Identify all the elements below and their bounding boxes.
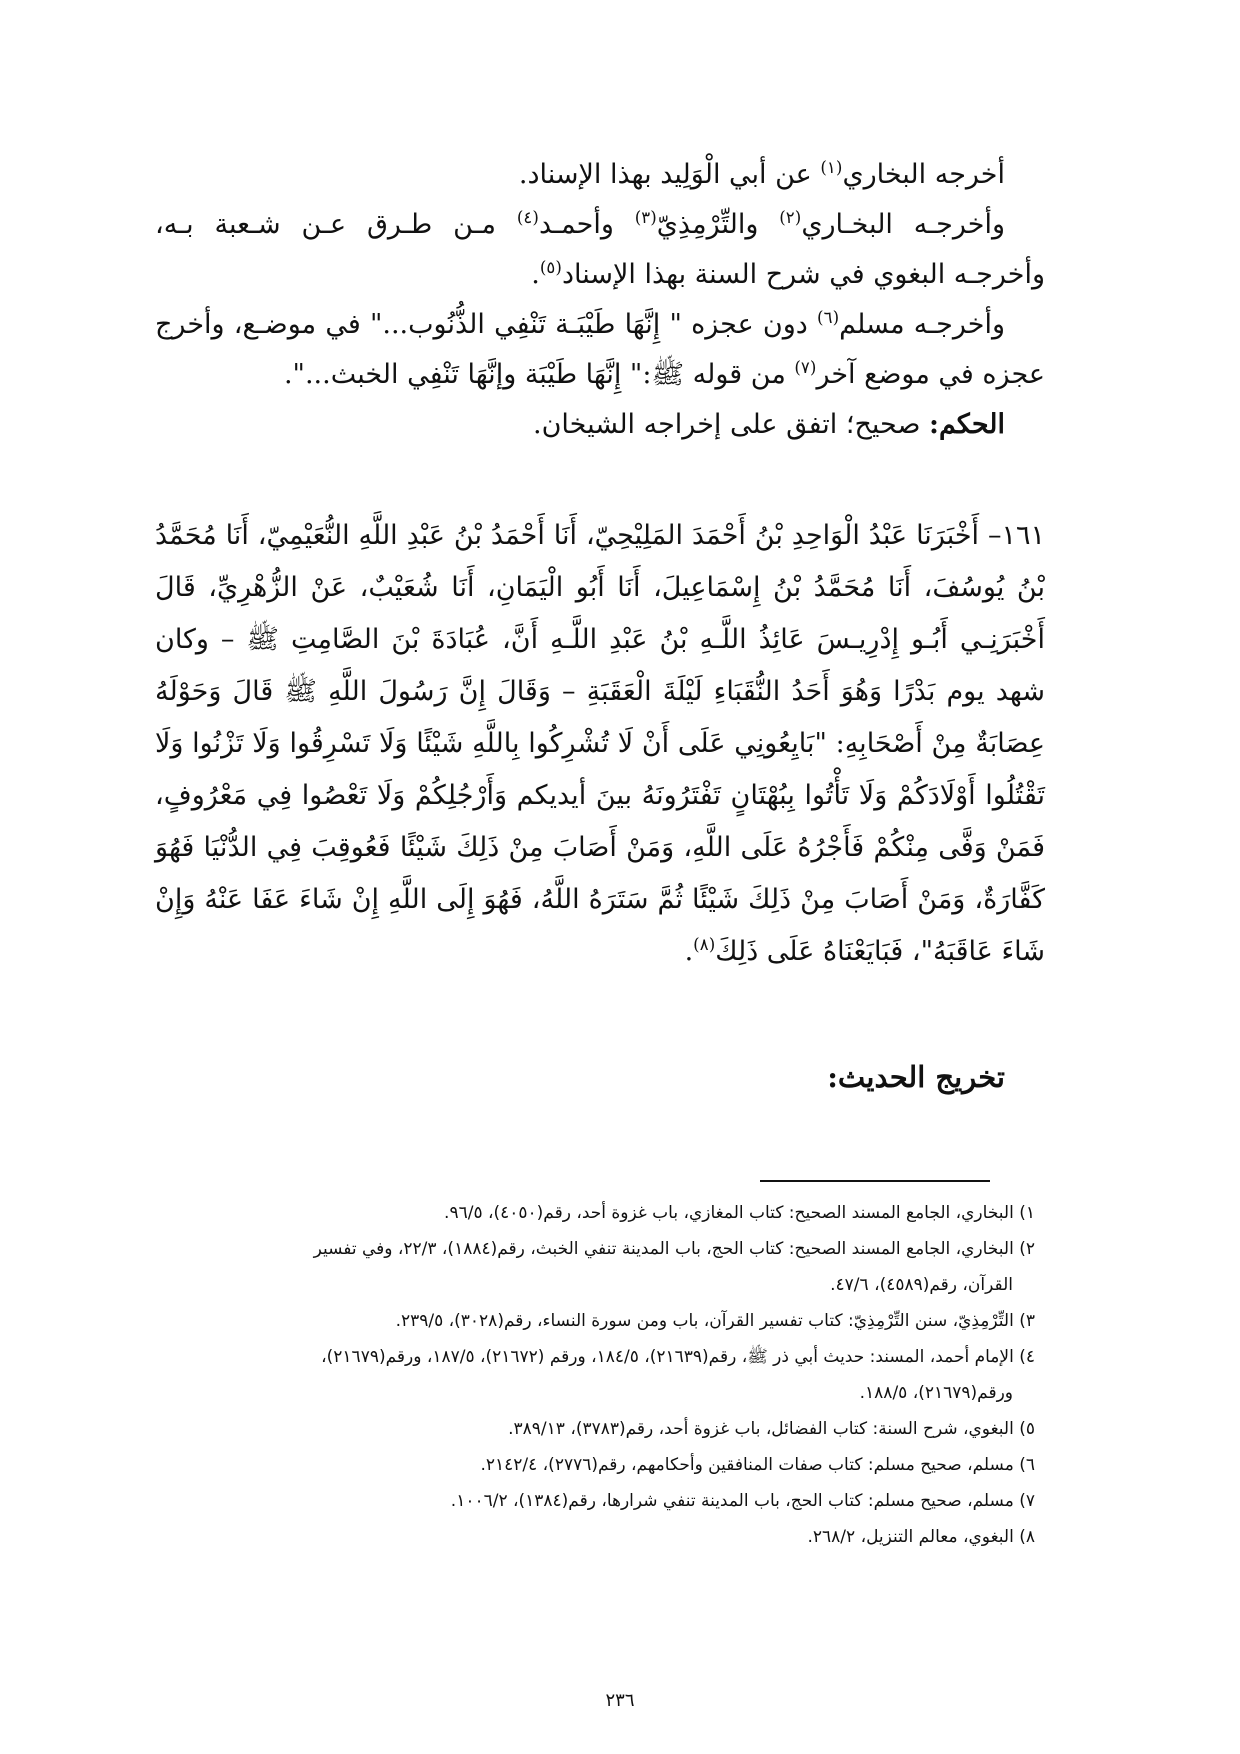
footnote-ref-2[interactable]: (٢): [779, 207, 802, 227]
footnote-3: ٣) التِّرْمِذِيّ، سنن التِّرْمِذِيّ: كتاب تفسير القرآن، باب ومن سورة النساء، رقم(٣٠٢٨)، ٢٣٩/٥.: [395, 1311, 1035, 1331]
footnote-ref-3[interactable]: (٣): [634, 207, 657, 227]
hadith-text: ١٦١– أَخْبَرَنَا عَبْدُ الْوَاحِدِ بْنُ أَحْمَدَ المَلِيْحِيّ، أَنَا أَحْمَدُ بْنُ عَبْدِ اللَّهِ النُّعَيْمِيّ، أَنَا مُحَمَّدُ بْنُ يُوسُفَ، أَنَا مُحَمَّدُ بْنُ إِسْمَاعِيلَ، أَنَا أَبُو الْيَمَانِ، أَنَا شُعَيْبٌ، عَنْ الزُّهْرِيِّ، قَالَ أَخْبَرَنِـي أَبُـو إِدْرِيـسَ عَائِذُ اللَّـهِ بْنُ عَبْدِ اللَّـهِ أَنَّ، عُبَادَةَ بْنَ الصَّامِتِ ﷺ – وكان شهد يوم بَدْرًا وَهُوَ أَحَدُ النُّقَبَاءِ لَيْلَةَ الْعَقَبَةِ – وَقَالَ إِنَّ رَسُولَ اللَّهِ ﷺ قَالَ وَحَوْلَهُ عِصَابَةٌ مِنْ أَصْحَابِهِ: "بَايِعُونِي عَلَى أَنْ لَا تُشْرِكُوا بِاللَّهِ شَيْئًا وَلَا تَسْرِقُوا وَلَا تَزْنُوا وَلَا تَقْتُلُوا أَوْلَادَكُمْ وَلَا تَأْتُوا بِبُهْتَانٍ تَفْتَرُونَهُ بينَ أيديكم وَأَرْجُلِكُمْ وَلَا تَعْصُوا فِي مَعْرُوفٍ، فَمَنْ وَفَّى مِنْكُمْ فَأَجْرُهُ عَلَى اللَّهِ، وَمَنْ أَصَابَ مِنْ ذَلِكَ شَيْئًا فَعُوقِبَ فِي الدُّنْيَا فَهُوَ كَفَّارَةٌ، وَمَنْ أَصَابَ مِنْ ذَلِكَ شَيْئًا ثُمَّ سَتَرَهُ اللَّهُ، فَهُوَ إِلَى اللَّهِ إِنْ شَاءَ عَفَا عَنْهُ وَإِنْ شَاءَ عَاقَبَهُ"، فَبَايَعْنَاهُ عَلَى ذَلِكَ: [155, 520, 1045, 967]
footnote-separator: [760, 1180, 990, 1182]
footnote-ref-1[interactable]: (١): [820, 157, 843, 177]
footnote-ref-7[interactable]: (٧): [794, 357, 817, 377]
footnote-7: ٧) مسلم، صحيح مسلم: كتاب الحج، باب المدينة تنفي شرارها، رقم(١٣٨٤)، ١٠٠٦/٢.: [450, 1491, 1035, 1511]
footnote-1: ١) البخاري، الجامع المسند الصحيح: كتاب المغازي، باب غزوة أحد، رقم(٤٠٥٠)، ٩٦/٥.: [444, 1203, 1035, 1223]
hadith-161: [155, 510, 1045, 978]
hadith-text-paragraph: ١٦١– أَخْبَرَنَا عَبْدُ الْوَاحِدِ بْنُ أَحْمَدَ المَلِيْحِيّ، أَنَا أَحْمَدُ بْنُ عَبْدِ اللَّهِ النُّعَيْمِيّ، أَنَا مُحَمَّدُ بْنُ يُوسُفَ، أَنَا مُحَمَّدُ بْنُ إِسْمَاعِيلَ، أَنَا أَبُو الْيَمَانِ، أَنَا شُعَيْبٌ، عَنْ الزُّهْرِيِّ، قَالَ أَخْبَرَنِـي أَبُـو إِدْرِيـسَ عَائِذُ اللَّـهِ بْنُ عَبْدِ اللَّـهِ أَنَّ، عُبَادَةَ بْنَ الصَّامِتِ ﷺ – وكان شهد يوم بَدْرًا وَهُوَ أَحَدُ النُّقَبَاءِ لَيْلَةَ الْعَقَبَةِ – وَقَالَ إِنَّ رَسُولَ اللَّهِ ﷺ قَالَ وَحَوْلَهُ عِصَابَةٌ مِنْ أَصْحَابِهِ: "بَايِعُونِي عَلَى أَنْ لَا تُشْرِكُوا بِاللَّهِ شَيْئًا وَلَا تَسْرِقُوا وَلَا تَزْنُوا وَلَا تَقْتُلُوا أَوْلَادَكُمْ وَلَا تَأْتُوا بِبُهْتَانٍ تَفْتَرُونَهُ بينَ أيديكم وَأَرْجُلِكُمْ وَلَا تَعْصُوا فِي مَعْرُوفٍ، فَمَنْ وَفَّى مِنْكُمْ فَأَجْرُهُ عَلَى اللَّهِ، وَمَنْ أَصَابَ مِنْ ذَلِكَ شَيْئًا فَعُوقِبَ فِي الدُّنْيَا فَهُوَ كَفَّارَةٌ، وَمَنْ أَصَابَ مِنْ ذَلِكَ شَيْئًا ثُمَّ سَتَرَهُ اللَّهُ، فَهُوَ إِلَى اللَّهِ إِنْ شَاءَ عَفَا عَنْهُ وَإِنْ شَاءَ عَاقَبَهُ"، فَبَايَعْنَاهُ عَلَى ذَلِكَ$^{(٨)}$.: [155, 520, 1045, 967]
takhrij-previous-section: [155, 150, 1045, 450]
footnote-4: ٤) الإمام أحمد، المسند: حديث أبي ذر ﷺ، رقم(٢١٦٣٩)، ١٨٤/٥، ورقم (٢١٦٧٢)، ١٨٧/٥، ورقم(٢١٦٧٩)، ورقم(٢١٦٧٩)، ١٨٨/٥.: [321, 1347, 1035, 1403]
footnote-8: ٨) البغوي، معالم التنزيل، ٢٦٨/٢.: [807, 1527, 1035, 1547]
ruling-label: الحكم:: [928, 409, 1005, 440]
paragraph-bukhari-tirmidhi-ahmad: وأخرجـه البخـاري$^{(٢)}$ والتِّرْمِذِيّ$^{(٣)}$ وأحمـد$^{(٤)}$ مـن طـرق عـن شـعبة بـه، وأخرجـه البغوي في شرح السنة بهذا الإسناد$^{(٥)}$.: [155, 207, 1045, 290]
footnote-ref-4[interactable]: (٤): [516, 207, 539, 227]
footnote-6: ٦) مسلم، صحيح مسلم: كتاب صفات المنافقين وأحكامهم، رقم(٢٧٧٦)، ٢١٤٢/٤.: [480, 1455, 1035, 1475]
paragraph-bukhari-1: أخرجه البخاري$^{(١)}$ عن أبي الْوَلِيد بهذا الإسناد.: [518, 157, 1005, 190]
footnote-ref-6[interactable]: (٦): [817, 307, 840, 327]
section-heading-takhrij: تخريج الحديث:: [827, 1060, 1005, 1094]
paragraph-muslim: وأخرجـه مسلم$^{(٦)}$ دون عجزه " إِنَّهَا طَيْبَـة تَنْفِي الذُّنُوب..." في موضـع، وأخرج عجزه في موضع آخر$^{(٧)}$ من قوله ﷺ:" إِنَّهَا طَيْبَة وإنَّهَا تَنْفِي الخبث...".: [155, 307, 1045, 390]
ruling-text: صحيح؛ اتفق على إخراجه الشيخان.: [533, 409, 929, 440]
paragraph-ruling: [155, 400, 1045, 450]
page-number: ٢٣٦: [605, 1690, 635, 1711]
footnote-ref-5[interactable]: (٥): [539, 257, 562, 277]
footnotes-list: [145, 1195, 1035, 1555]
footnote-ref-8[interactable]: (٨): [693, 934, 716, 954]
footnote-2: ٢) البخاري، الجامع المسند الصحيح: كتاب الحج، باب المدينة تنفي الخبث، رقم(١٨٨٤)، ٢٢/٣، وفي تفسير القرآن، رقم(٤٥٨٩)، ٤٧/٦.: [313, 1239, 1035, 1295]
footnote-5: ٥) البغوي، شرح السنة: كتاب الفضائل، باب غزوة أحد، رقم(٣٧٨٣)، ٣٨٩/١٣.: [508, 1419, 1035, 1439]
